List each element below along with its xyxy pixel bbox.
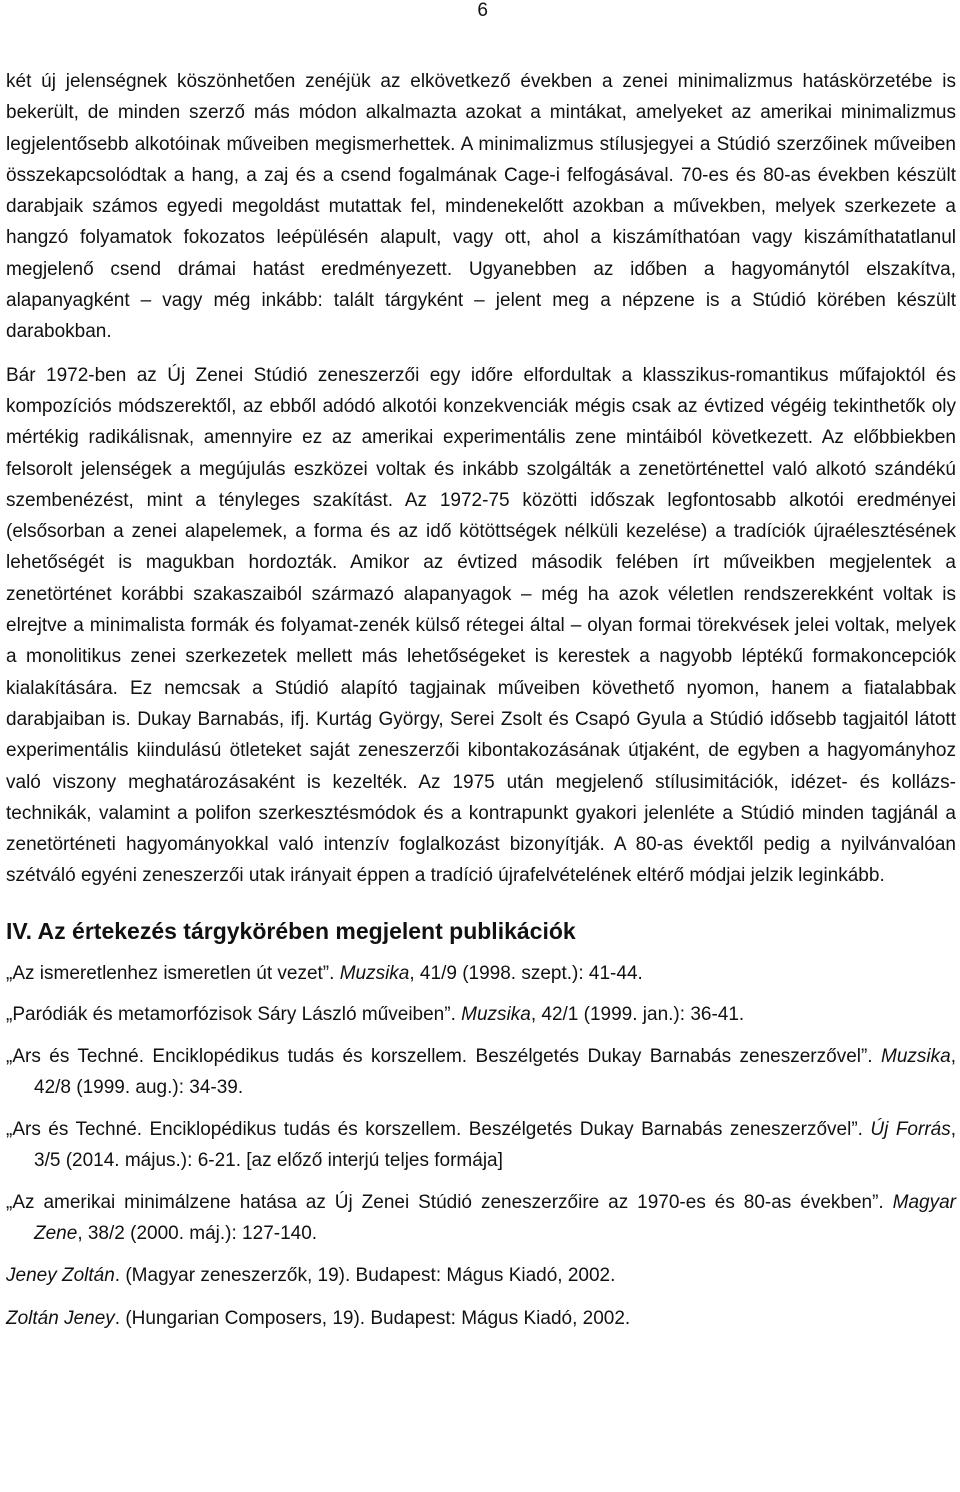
publication-details: , 42/1 (1999. jan.): 36-41.	[530, 1004, 745, 1026]
publication-details: , 38/2 (2000. máj.): 127-140.	[77, 1223, 318, 1245]
page-number: 6	[477, 0, 488, 21]
publication-details: . (Hungarian Composers, 19). Budapest: Mágus Kiadó, 2002.	[114, 1308, 631, 1330]
publication-item	[6, 958, 956, 990]
publication-journal: Muzsika	[881, 1045, 951, 1067]
section-heading: IV. Az értekezés tárgykörében megjelent publikációk	[6, 917, 576, 944]
publication-journal: Muzsika	[339, 962, 410, 984]
publication-item	[6, 1187, 956, 1250]
publication-title: „Az amerikai minimálzene hatása az Új Zenei Stúdió zeneszerzőire az 1970-es és 80-as években”.	[6, 1191, 893, 1213]
publication-title: „Ars és Techné. Enciklopédikus tudás és korszellem. Beszélgetés Dukay Barnabás zeneszerzővel”.	[6, 1118, 871, 1140]
publication-details: , 41/9 (1998. szept.): 41-44.	[409, 962, 643, 984]
publication-details: . (Magyar zeneszerzők, 19). Budapest: Mágus Kiadó, 2002.	[114, 1264, 616, 1286]
body-paragraph-2: Bár 1972-ben az Új Zenei Stúdió zeneszerzői egy időre elfordultak a klasszikus-romantikus műfajoktól és kompozíciós módszerektől, az ebből adódó alkotói konzekvenciák mégis csak az évtized végéig tekinthetők oly mértékig radikálisnak, amennyire ez az amerikai experimentális zene mintáiból következett. Az előbbiekben felsorolt jelenségek a megújulás eszközei voltak és inkább szolgálták a zenetörténettel való alkotó szándékú szembenézést, mint a tényleges szakítást. Az 1972-75 közötti időszak legfontosabb alkotói eredményei (elsősorban a zenei alapelemek, a forma és az idő kötöttségek nélküli kezelése) a tradíciók újraélesztésének lehetőségét is magukban hordozták. Amikor az évtized második felében írt műveikben megjelentek a zenetörténet korábbi szakaszaiból származó alapanyagok – még ha azok véletlen rendszerekként voltak is elrejtve a minimalista formák és folyamat-zenék külső rétegei által – olyan formai törekvések jelei voltak, melyek a monolitikus zenei szerkezetek mellett más lehetőségeket is kerestek a nagyobb léptékű formakoncepciók kialakítására. Ez nemcsak a Stúdió alapító tagjainak műveiben követhető nyomon, hanem a fiatalabbak darabjaiban is. Dukay Barnabás, ifj. Kurtág György, Serei Zsolt és Csapó Gyula a Stúdió idősebb tagjaitól látott experimentális kiindulású ötleteket saját zeneszerzői kibontakozásának útjaként, de egyben a hagyományhoz való viszony meghatározásaként is kezelték. Az 1975 után megjelenő stílusimitációk, idézet- és kollázs-technikák, valamint a polifon szerkesztésmódok és a kontrapunkt gyakori jelenléte a Stúdió minden tagjánál a zenetörténeti hagyományokkal való intenzív foglalkozást bizonyítják. A 80-as évektől pedig a nyilvánvalóan szétváló egyéni zeneszerzői utak irányait éppen a tradíció újrafelvételének eltérő módjai jelzik leginkább.	[6, 364, 956, 887]
publication-details: , 3/5 (2014. május.): 6-21. [az előző interjú teljes formája]	[34, 1118, 956, 1172]
document-body	[6, 66, 956, 1347]
publication-title: „Paródiák és metamorfózisok Sáry László műveiben”.	[6, 1004, 462, 1026]
publication-item	[6, 1260, 956, 1292]
publication-title: „Az ismeretlenhez ismeretlen út vezet”.	[6, 962, 340, 984]
publication-details: , 42/8 (1999. aug.): 34-39.	[34, 1045, 956, 1099]
publication-journal: Muzsika	[461, 1004, 531, 1026]
publication-journal: Új Forrás	[870, 1118, 951, 1140]
publication-item	[6, 1041, 956, 1104]
publication-item	[6, 1114, 956, 1177]
publication-book-title: Zoltán Jeney	[6, 1308, 115, 1330]
publication-title: „Ars és Techné. Enciklopédikus tudás és korszellem. Beszélgetés Dukay Barnabás zeneszerzővel”.	[6, 1045, 882, 1067]
publication-item	[6, 1303, 956, 1335]
publication-book-title: Jeney Zoltán	[6, 1264, 115, 1286]
publication-journal: Magyar Zene	[34, 1191, 956, 1245]
body-paragraph-1: két új jelenségnek köszönhetően zenéjük az elkövetkező években a zenei minimalizmus hatáskörzetébe is bekerült, de minden szerző más módon alkalmazta azokat a mintákat, amelyeket az amerikai minimalizmus legjelentősebb alkotóinak műveiben megismerhettek. A minimalizmus stílusjegyei a Stúdió szerzőinek műveiben összekapcsolódtak a hang, a zaj és a csend fogalmának Cage-i felfogásával. 70-es és 80-as években készült darabjaik számos egyedi megoldást mutattak fel, mindenekelőtt azokban a művekben, melyek szerkezete a hangzó folyamatok fokozatos leépülésén alapult, vagy ott, ahol a kiszámíthatóan vagy kiszámíthatatlanul megjelenő csend drámai hatást eredményezett. Ugyanebben az időben a hagyománytól elszakítva, alapanyagként – vagy még inkább: talált tárgyként – jelent meg a népzene is a Stúdió körében készült darabokban.	[6, 71, 956, 343]
publication-item	[6, 999, 956, 1031]
publication-list	[6, 958, 956, 1335]
